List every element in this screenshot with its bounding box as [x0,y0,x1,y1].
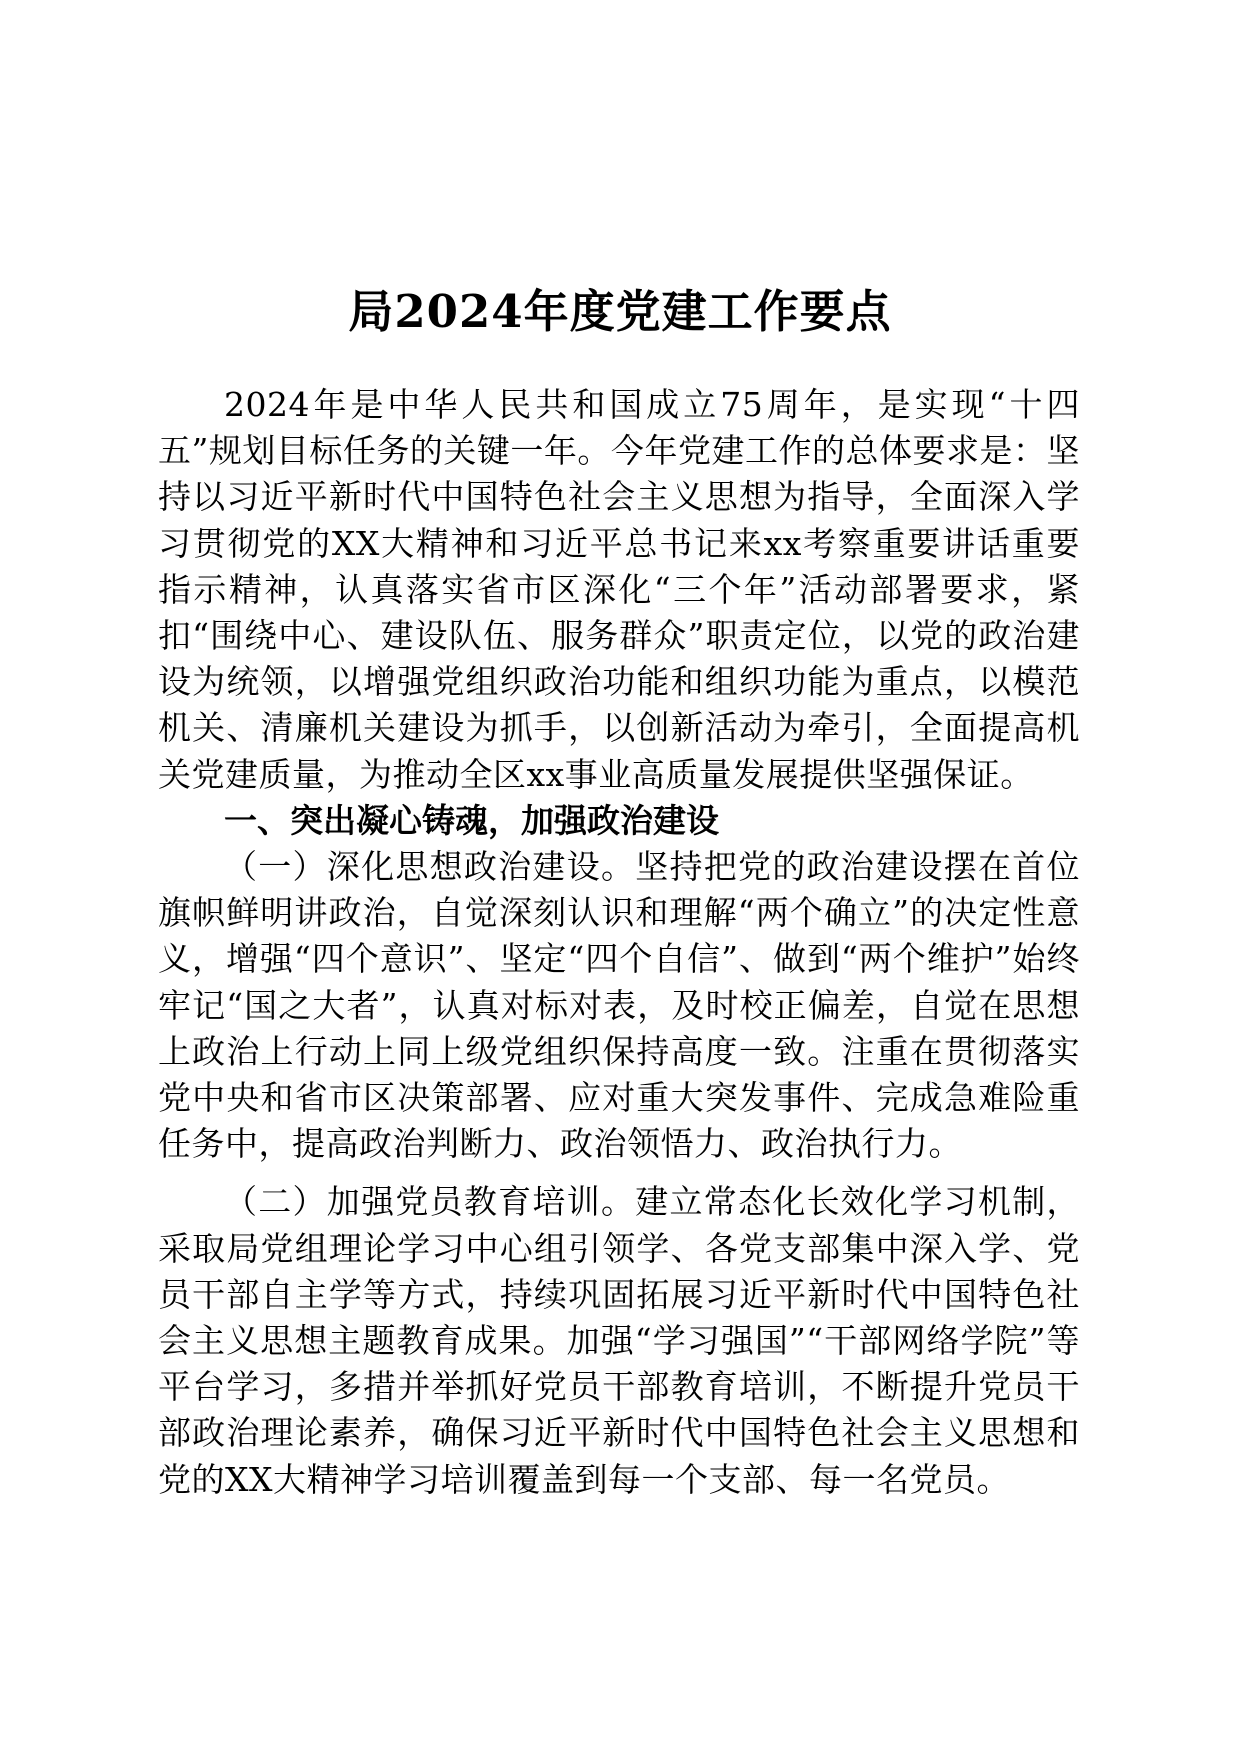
intro-paragraph: 2024年是中华人民共和国成立75周年，是实现“十四五”规划目标任务的关键一年。今年党建工作的总体要求是：坚持以习近平新时代中国特色社会主义思想为指导，全面深入学习贯彻党的XX大精神和习近平总书记来xx考察重要讲话重要指示精神，认真落实省市区深化“三个年”活动部署要求，紧扣“围绕中心、建设队伍、服务群众”职责定位，以党的政治建设为统领，以增强党组织政治功能和组织功能为重点，以模范机关、清廉机关建设为抓手，以创新活动为牵引，全面提高机关党建质量，为推动全区xx事业高质量发展提供坚强保证。 [158,385,1080,794]
item-paragraph-2: （二）加强党员教育培训。建立常态化长效化学习机制，采取局党组理论学习中心组引领学、各党支部集中深入学、党员干部自主学等方式，持续巩固拓展习近平新时代中国特色社会主义思想主题教育成果。加强“学习强国”“干部网络学院”等平台学习，多措并举抓好党员干部教育培训，不断提升党员干部政治理论素养，确保习近平新时代中国特色社会主义思想和党的XX大精神学习培训覆盖到每一个支部、每一名党员。 [158,1182,1080,1499]
document-body [158,382,1080,1503]
section-heading-1: 一、突出凝心铸魂，加强政治建设 [224,800,719,840]
item-paragraph-1: （一）深化思想政治建设。坚持把党的政治建设摆在首位旗帜鲜明讲政治，自觉深刻认识和理解“两个确立”的决定性意义，增强“四个意识”、坚定“四个自信”、做到“两个维护”始终牢记“国之大者”，认真对标对表，及时校正偏差，自觉在思想上政治上行动上同上级党组织保持高度一致。注重在贯彻落实党中央和省市区决策部署、应对重大突发事件、完成急难险重任务中，提高政治判断力、政治领悟力、政治执行力。 [158,847,1080,1164]
document-title: 局2024年度党建工作要点 [348,285,892,339]
paragraph-gap [158,1167,1080,1179]
